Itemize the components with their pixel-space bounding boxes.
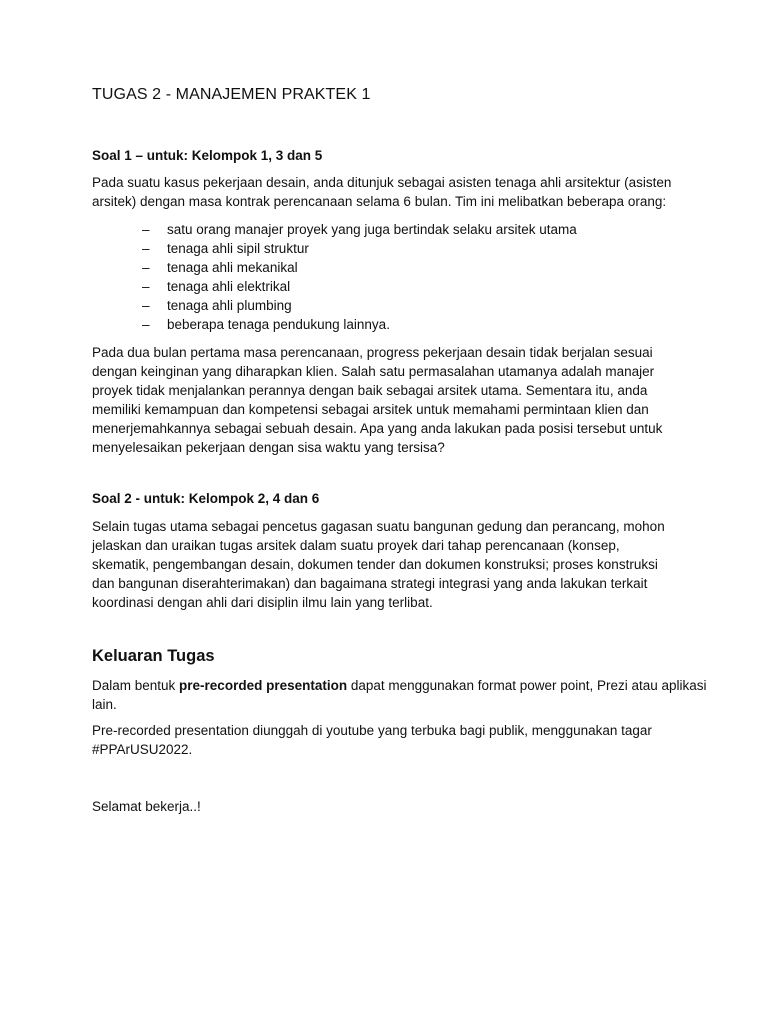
soal1-body-line: memiliki kemampuan dan kompetensi sebagai arsitek untuk memahami permintaan klien dan: [92, 402, 649, 417]
dash-bullet-icon: –: [142, 298, 150, 313]
soal2-body-line: skematik, pengembangan desain, dokumen tender dan dokumen konstruksi; proses konstruksi: [92, 557, 658, 572]
list-item-text: tenaga ahli elektrikal: [167, 279, 291, 294]
keluaran-paragraph-2: [92, 721, 672, 759]
soal1-body-line: Pada dua bulan pertama masa perencanaan, progress pekerjaan desain tidak berjalan sesuai: [92, 345, 653, 360]
soal1-body-line: proyek tidak menjalankan perannya dengan baik sebagai arsitek utama. Sementara itu, anda: [92, 383, 648, 398]
soal2-body-paragraph: [92, 517, 672, 612]
soal1-intro-paragraph: [92, 173, 672, 211]
dash-bullet-icon: –: [142, 260, 150, 275]
keluaran-p2-line1: Pre-recorded presentation diunggah di youtube yang terbuka bagi publik, menggunakan tagar: [92, 723, 652, 738]
closing-line: Selamat bekerja..!: [92, 799, 201, 814]
soal1-body-line: menyelesaikan pekerjaan dengan sisa waktu yang tersisa?: [92, 440, 445, 455]
list-item: [142, 258, 577, 277]
soal1-body-paragraph: [92, 343, 672, 457]
list-item: [142, 220, 577, 239]
keluaran-paragraph-1: [92, 676, 707, 714]
dash-bullet-icon: –: [142, 317, 150, 332]
list-item: [142, 296, 577, 315]
keluaran-p1-suffix: dapat menggunakan format power point, Prezi atau aplikasi: [347, 678, 707, 693]
keluaran-p2-line2: #PPArUSU2022.: [92, 742, 193, 757]
list-item-text: beberapa tenaga pendukung lainnya.: [167, 317, 390, 332]
soal2-body-line: Selain tugas utama sebagai pencetus gagasan suatu bangunan gedung dan perancang, mohon: [92, 519, 665, 534]
dash-bullet-icon: –: [142, 241, 150, 256]
soal2-heading: Soal 2 - untuk: Kelompok 2, 4 dan 6: [92, 491, 320, 506]
document-title: TUGAS 2 - MANAJEMEN PRAKTEK 1: [92, 86, 371, 103]
soal1-team-list: [142, 220, 577, 334]
keluaran-p1-prefix: Dalam bentuk: [92, 678, 180, 693]
list-item-text: tenaga ahli sipil struktur: [167, 241, 309, 256]
closing-text: [92, 797, 672, 816]
soal1-heading: Soal 1 – untuk: Kelompok 1, 3 dan 5: [92, 148, 323, 163]
list-item: [142, 315, 577, 334]
list-item: [142, 277, 577, 296]
dash-bullet-icon: –: [142, 279, 150, 294]
list-item-text: tenaga ahli plumbing: [167, 298, 292, 313]
keluaran-p1-line: [92, 676, 707, 695]
soal1-body-line: menerjemahkannya sebagai sebuah desain. Apa yang anda lakukan pada posisi tersebut untuk: [92, 421, 663, 436]
keluaran-p1-bold: pre-recorded presentation: [179, 678, 348, 693]
keluaran-p1-line2: lain.: [92, 697, 117, 712]
soal1-body-line: dengan keinginan yang diharapkan klien. Salah satu permasalahan utamanya adalah manajer: [92, 364, 655, 379]
soal2-body-line: jelaskan dan uraikan tugas arsitek dalam suatu proyek dari tahap perencanaan (konsep,: [92, 538, 620, 553]
list-item: [142, 239, 577, 258]
dash-bullet-icon: –: [142, 222, 150, 237]
soal1-intro-line: arsitek) dengan masa kontrak perencanaan selama 6 bulan. Tim ini melibatkan beberapa orang:: [92, 194, 667, 209]
list-item-text: tenaga ahli mekanikal: [167, 260, 298, 275]
keluaran-heading: Keluaran Tugas: [92, 647, 215, 665]
soal2-body-line: koordinasi dengan ahli dari disiplin ilmu lain yang terlibat.: [92, 595, 433, 610]
soal2-body-line: dan bangunan diserahterimakan) dan bagaimana strategi integrasi yang anda lakukan terkait: [92, 576, 648, 591]
soal1-intro-line: Pada suatu kasus pekerjaan desain, anda ditunjuk sebagai asisten tenaga ahli arsitektur (asisten: [92, 175, 672, 190]
list-item-text: satu orang manajer proyek yang juga bertindak selaku arsitek utama: [167, 222, 577, 237]
